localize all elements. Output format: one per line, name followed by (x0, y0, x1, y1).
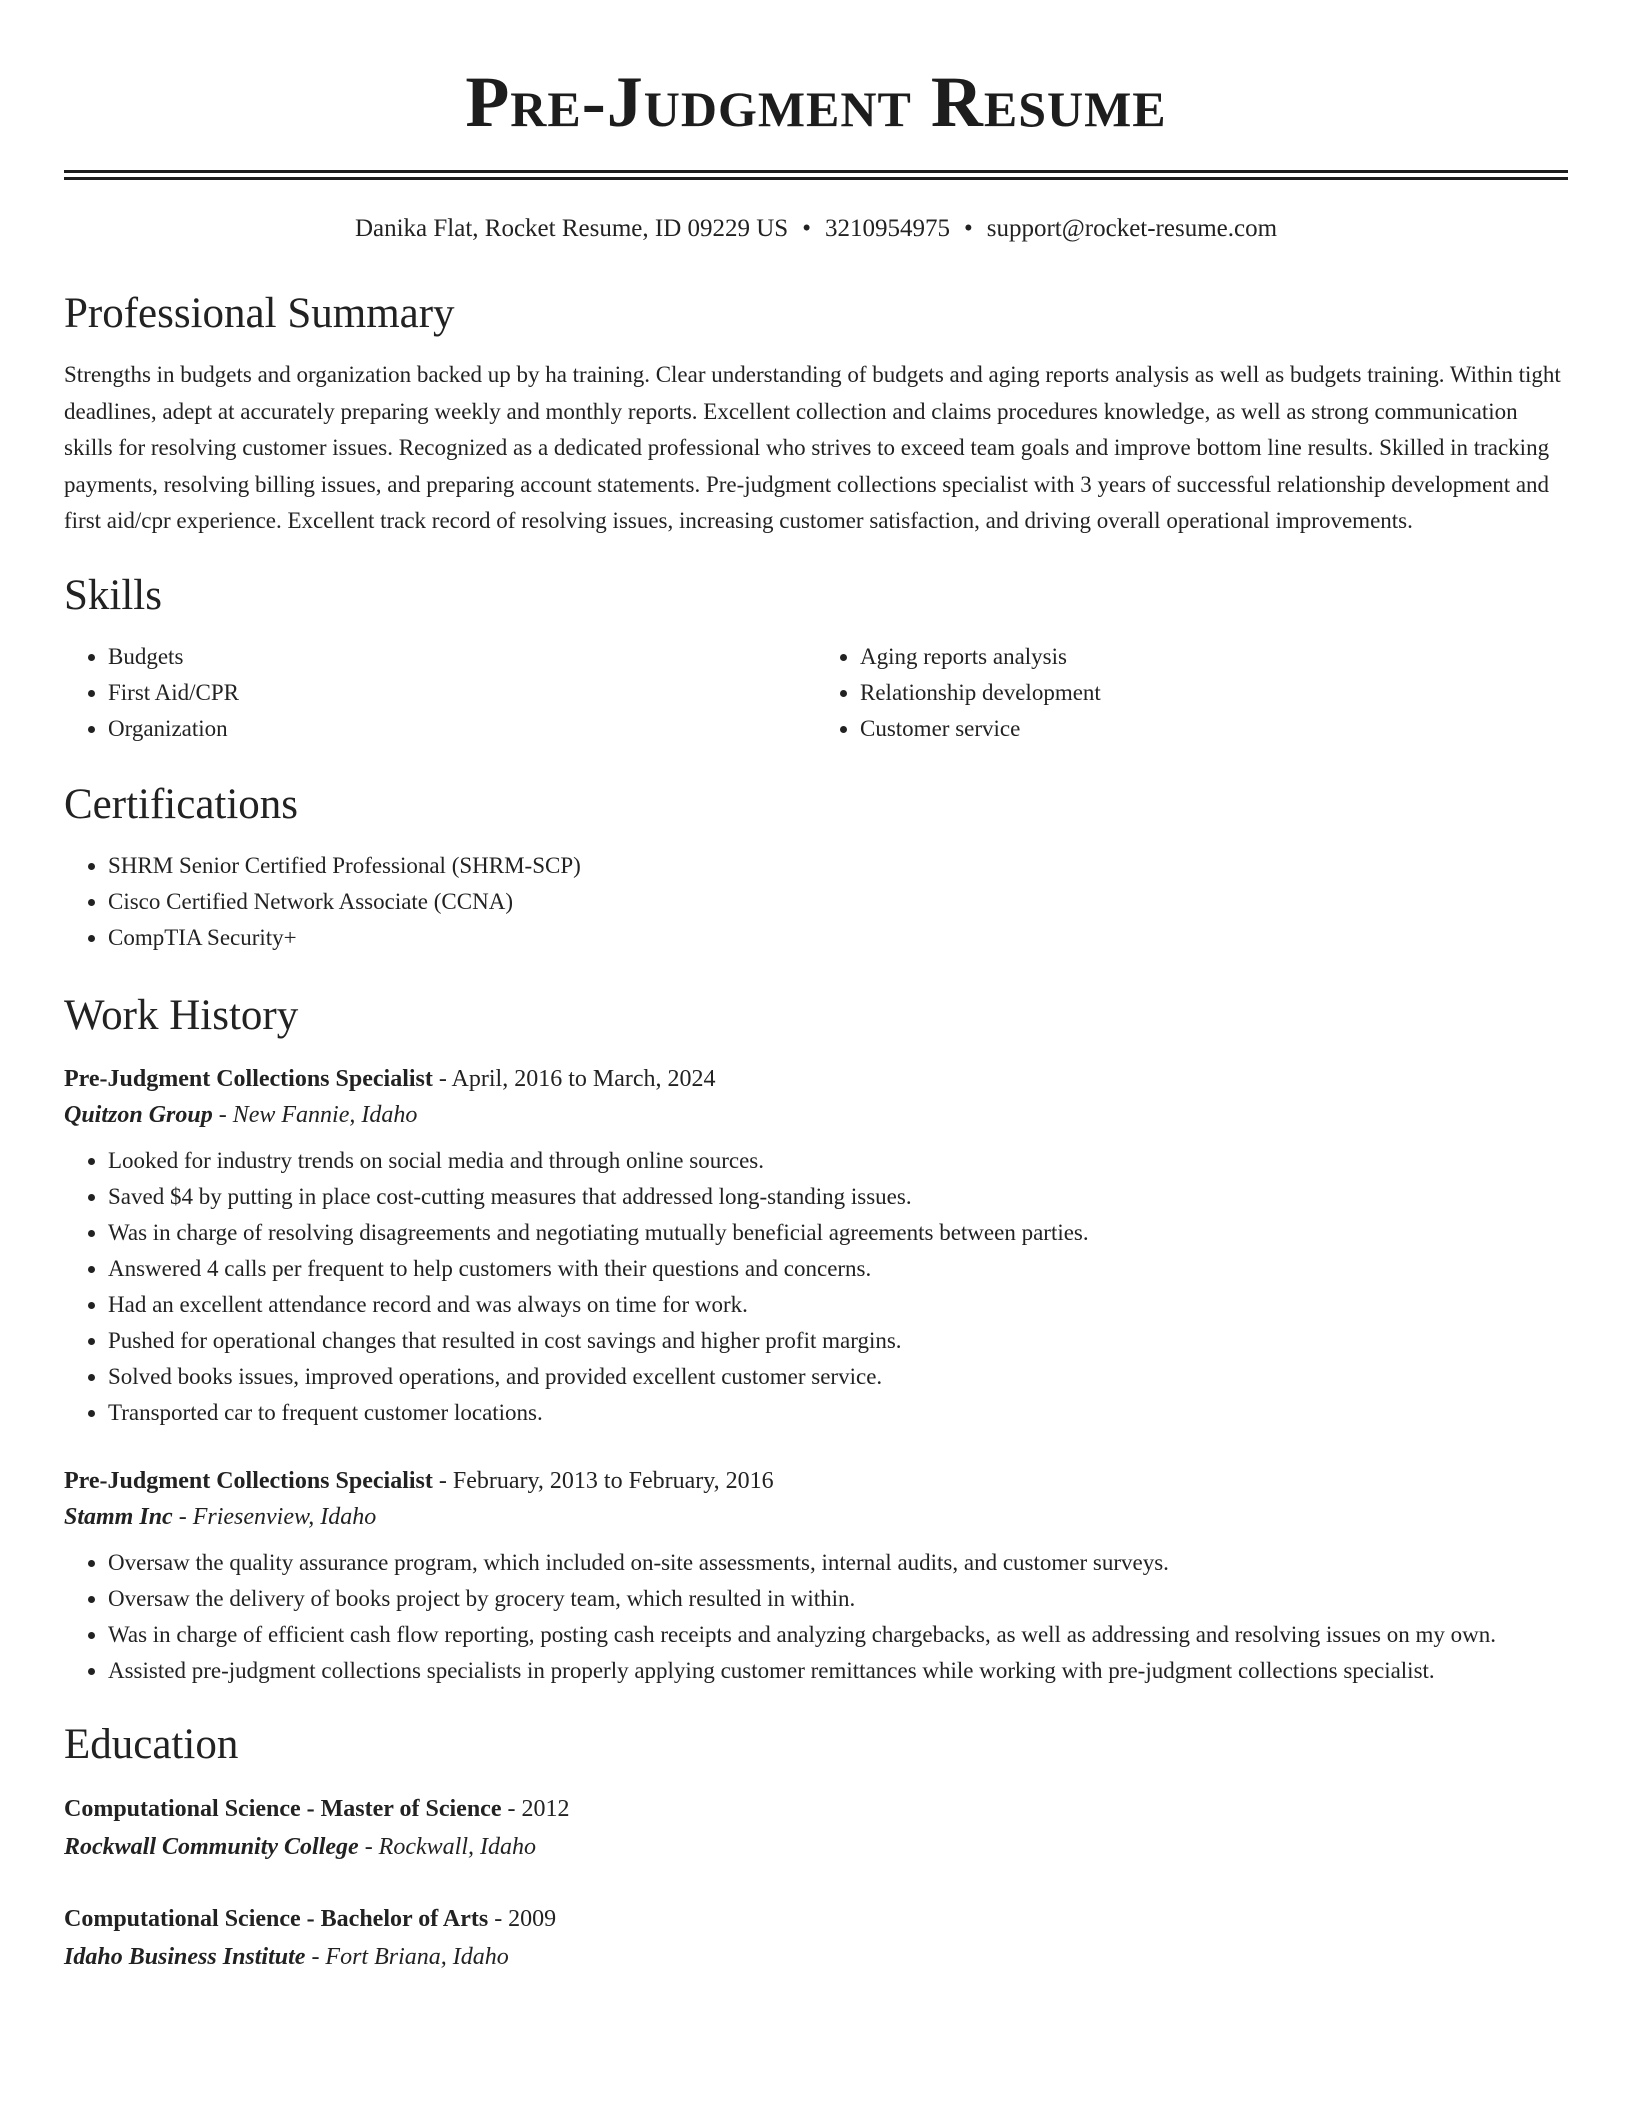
skills-list-left (64, 639, 816, 747)
contact-line (64, 214, 1568, 244)
contact-separator: • (963, 215, 973, 242)
skill-item: • Relationship development (860, 675, 1568, 711)
job-bullet: • Was in charge of efficient cash flow reporting, posting cash receipts and analyzing chargebacks, as well as addressing and resolving issues on my own. (108, 1617, 1568, 1653)
education-school: Idaho Business Institute (64, 1943, 306, 1970)
skill-item: • Aging reports analysis (860, 639, 1568, 675)
education-entry (64, 1900, 1568, 1976)
job-location: - New Fannie, Idaho (212, 1101, 418, 1128)
education-year: - 2012 (501, 1795, 570, 1822)
job-company-line (64, 1499, 1568, 1535)
job-bullet: • Was in charge of resolving disagreements and negotiating mutually beneficial agreements between parties. (108, 1215, 1568, 1251)
certification-item: • SHRM Senior Certified Professional (SHRM-SCP) (108, 848, 1568, 884)
job-bullet: • Assisted pre-judgment collections specialists in properly applying customer remittances while working with pre-judgment collections specialist. (108, 1653, 1568, 1689)
summary-text: Strengths in budgets and organization backed up by ha training. Clear understanding of budgets and aging reports analysis as well as budgets training. Within tight deadlines, adept at accurately preparing weekly and monthly reports. Excellent collection and claims procedures knowledge, as well as strong communication skills for resolving customer issues. Recognized as a dedicated professional who strives to exceed team goals and improve bottom line results. Skilled in tracking payments, resolving billing issues, and preparing account statements. Pre-judgment collections specialist with 3 years of successful relationship development and first aid/cpr experience. Excellent track record of resolving issues, increasing customer satisfaction, and driving overall operational improvements. (64, 362, 1561, 533)
contact-address: Danika Flat, Rocket Resume, ID 09229 US (354, 215, 789, 242)
education-school-line (64, 1938, 1568, 1976)
skill-item: • Budgets (108, 639, 816, 675)
job-bullet: • Had an excellent attendance record and was always on time for work. (108, 1287, 1568, 1323)
skills-heading: Skills (64, 571, 162, 619)
skills-list-right (816, 639, 1568, 747)
education-heading: Education (64, 1720, 239, 1768)
contact-separator: • (802, 215, 811, 242)
job-company-line (64, 1097, 1568, 1133)
education-degree-line (64, 1900, 1568, 1938)
job-bullet: • Oversaw the quality assurance program, which included on-site assessments, internal audits, and customer surveys. (108, 1545, 1568, 1581)
education-degree: Computational Science - Bachelor of Arts (64, 1905, 489, 1932)
contact-phone[interactable]: 3210954975 (824, 215, 950, 242)
education-year: - 2009 (488, 1905, 557, 1932)
job-title-line (64, 1061, 1568, 1097)
contact-email[interactable]: support@rocket-resume.com (986, 215, 1278, 242)
job-company: Stamm Inc (64, 1503, 173, 1530)
job-bullet: • Transported car to frequent customer locations. (108, 1395, 1568, 1431)
job-bullet: • Oversaw the delivery of books project by grocery team, which resulted in within. (108, 1581, 1568, 1617)
job-bullet: • Solved books issues, improved operations, and provided excellent customer service. (108, 1359, 1568, 1395)
job-bullet: • Answered 4 calls per frequent to help customers with their questions and concerns. (108, 1251, 1568, 1287)
job-company: Quitzon Group (64, 1101, 213, 1128)
certifications-list (64, 848, 1568, 956)
certification-item: • CompTIA Security+ (108, 920, 1568, 956)
skill-item: • Customer service (860, 711, 1568, 747)
job-location: - Friesenview, Idaho (172, 1503, 377, 1530)
education-degree: Computational Science - Master of Science (64, 1795, 502, 1822)
certification-item: • Cisco Certified Network Associate (CCNA) (108, 884, 1568, 920)
certifications-heading: Certifications (64, 780, 299, 828)
job-bullet: • Pushed for operational changes that resulted in cost savings and higher profit margins. (108, 1323, 1568, 1359)
skill-item: • Organization (108, 711, 816, 747)
skills-grid (64, 639, 1568, 747)
education-degree-line (64, 1790, 1568, 1828)
job-bullet: • Saved $4 by putting in place cost-cutting measures that addressed long-standing issues. (108, 1179, 1568, 1215)
job-entry (64, 1463, 1568, 1689)
job-dates: - February, 2013 to February, 2016 (432, 1467, 774, 1494)
job-title: Pre-Judgment Collections Specialist (64, 1467, 433, 1494)
education-location: - Rockwall, Idaho (358, 1833, 536, 1860)
work-history-heading: Work History (64, 991, 299, 1039)
job-title-line (64, 1463, 1568, 1499)
title-double-rule (64, 170, 1568, 180)
resume-title: Pre-Judgment Resume (465, 62, 1167, 142)
skill-item: • First Aid/CPR (108, 675, 816, 711)
job-dates: - April, 2016 to March, 2024 (432, 1065, 716, 1092)
job-bullet: • Looked for industry trends on social media and through online sources. (108, 1143, 1568, 1179)
job-bullets (64, 1545, 1568, 1689)
education-school: Rockwall Community College (64, 1833, 359, 1860)
job-entry (64, 1061, 1568, 1431)
job-bullets (64, 1143, 1568, 1431)
education-entry (64, 1790, 1568, 1866)
summary-heading: Professional Summary (64, 290, 455, 337)
education-school-line (64, 1828, 1568, 1866)
job-title: Pre-Judgment Collections Specialist (64, 1065, 433, 1092)
education-location: - Fort Briana, Idaho (305, 1943, 509, 1970)
